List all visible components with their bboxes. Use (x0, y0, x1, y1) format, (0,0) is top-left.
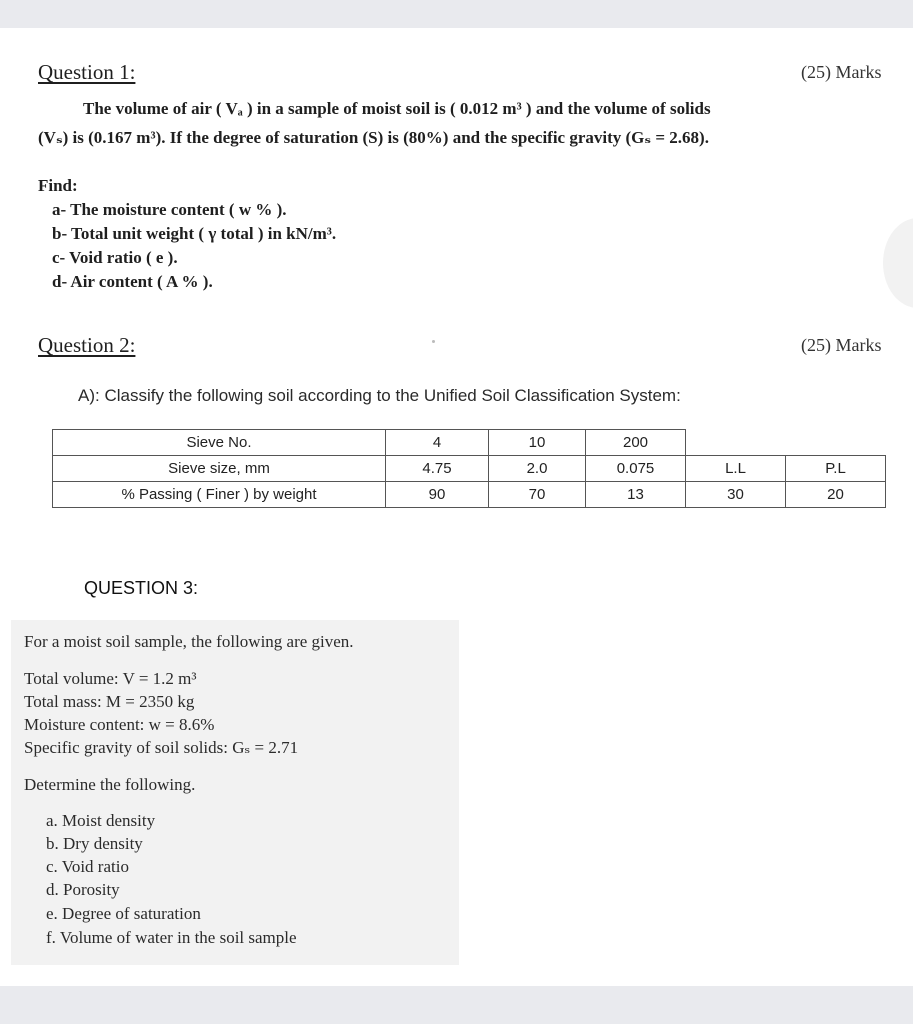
given-item: Total volume: V = 1.2 m³ (24, 669, 197, 688)
given-item: Total mass: M = 2350 kg (24, 692, 195, 711)
find-item: b- Total unit weight ( γ total ) in kN/m³. (52, 224, 337, 243)
question1-heading: Question 1: (38, 60, 136, 84)
sieve-table (52, 429, 886, 508)
determine-item: c. Void ratio (46, 857, 129, 876)
table-row (53, 430, 886, 456)
question1-line2: (Vₛ) is (0.167 m³). If the degree of saturation (S) is (80%) and the specific gravity (Gₛ = 2.68). (38, 128, 709, 147)
given-item: Moisture content: w = 8.6% (24, 715, 215, 734)
given-item: Specific gravity of soil solids: Gₛ = 2.71 (24, 738, 299, 757)
table-cell-empty (786, 430, 886, 456)
table-cell: 4 (386, 430, 489, 456)
question1-marks: (25) Marks (801, 62, 882, 82)
find-item: c- Void ratio ( e ). (52, 248, 178, 267)
find-label: Find: (38, 176, 78, 195)
table-cell: 4.75 (386, 456, 489, 482)
table-cell: 70 (489, 482, 586, 508)
determine-label: Determine the following. (24, 775, 196, 794)
table-cell: 200 (586, 430, 686, 456)
table-cell: % Passing ( Finer ) by weight (53, 482, 386, 508)
table-cell: Sieve No. (53, 430, 386, 456)
table-cell: 2.0 (489, 456, 586, 482)
determine-item: b. Dry density (46, 834, 143, 853)
determine-item: e. Degree of saturation (46, 904, 201, 923)
table-cell: 30 (686, 482, 786, 508)
determine-item: d. Porosity (46, 880, 120, 899)
question2-part-a: A): Classify the following soil according to the Unified Soil Classification System: (78, 386, 681, 405)
question3-heading: QUESTION 3: (84, 578, 199, 598)
table-cell: 20 (786, 482, 886, 508)
determine-item: a. Moist density (46, 811, 156, 830)
table-cell: 0.075 (586, 456, 686, 482)
table-cell: L.L (686, 456, 786, 482)
question2-heading: Question 2: (38, 333, 136, 357)
scroll-edge-shape (883, 218, 913, 308)
find-item: a- The moisture content ( w % ). (52, 200, 287, 219)
table-row (53, 456, 886, 482)
find-item: d- Air content ( A % ). (52, 272, 213, 291)
determine-item: f. Volume of water in the soil sample (46, 928, 297, 947)
table-cell-empty (686, 430, 786, 456)
table-cell: Sieve size, mm (53, 456, 386, 482)
table-cell: 90 (386, 482, 489, 508)
question1-line1: The volume of air ( Vₐ ) in a sample of moist soil is ( 0.012 m³ ) and the volume of solids (83, 99, 711, 118)
question2-marks: (25) Marks (801, 335, 882, 355)
table-cell: P.L (786, 456, 886, 482)
question3-intro: For a moist soil sample, the following are given. (24, 632, 354, 651)
table-row (53, 482, 886, 508)
table-cell: 13 (586, 482, 686, 508)
speck (432, 340, 435, 343)
table-cell: 10 (489, 430, 586, 456)
